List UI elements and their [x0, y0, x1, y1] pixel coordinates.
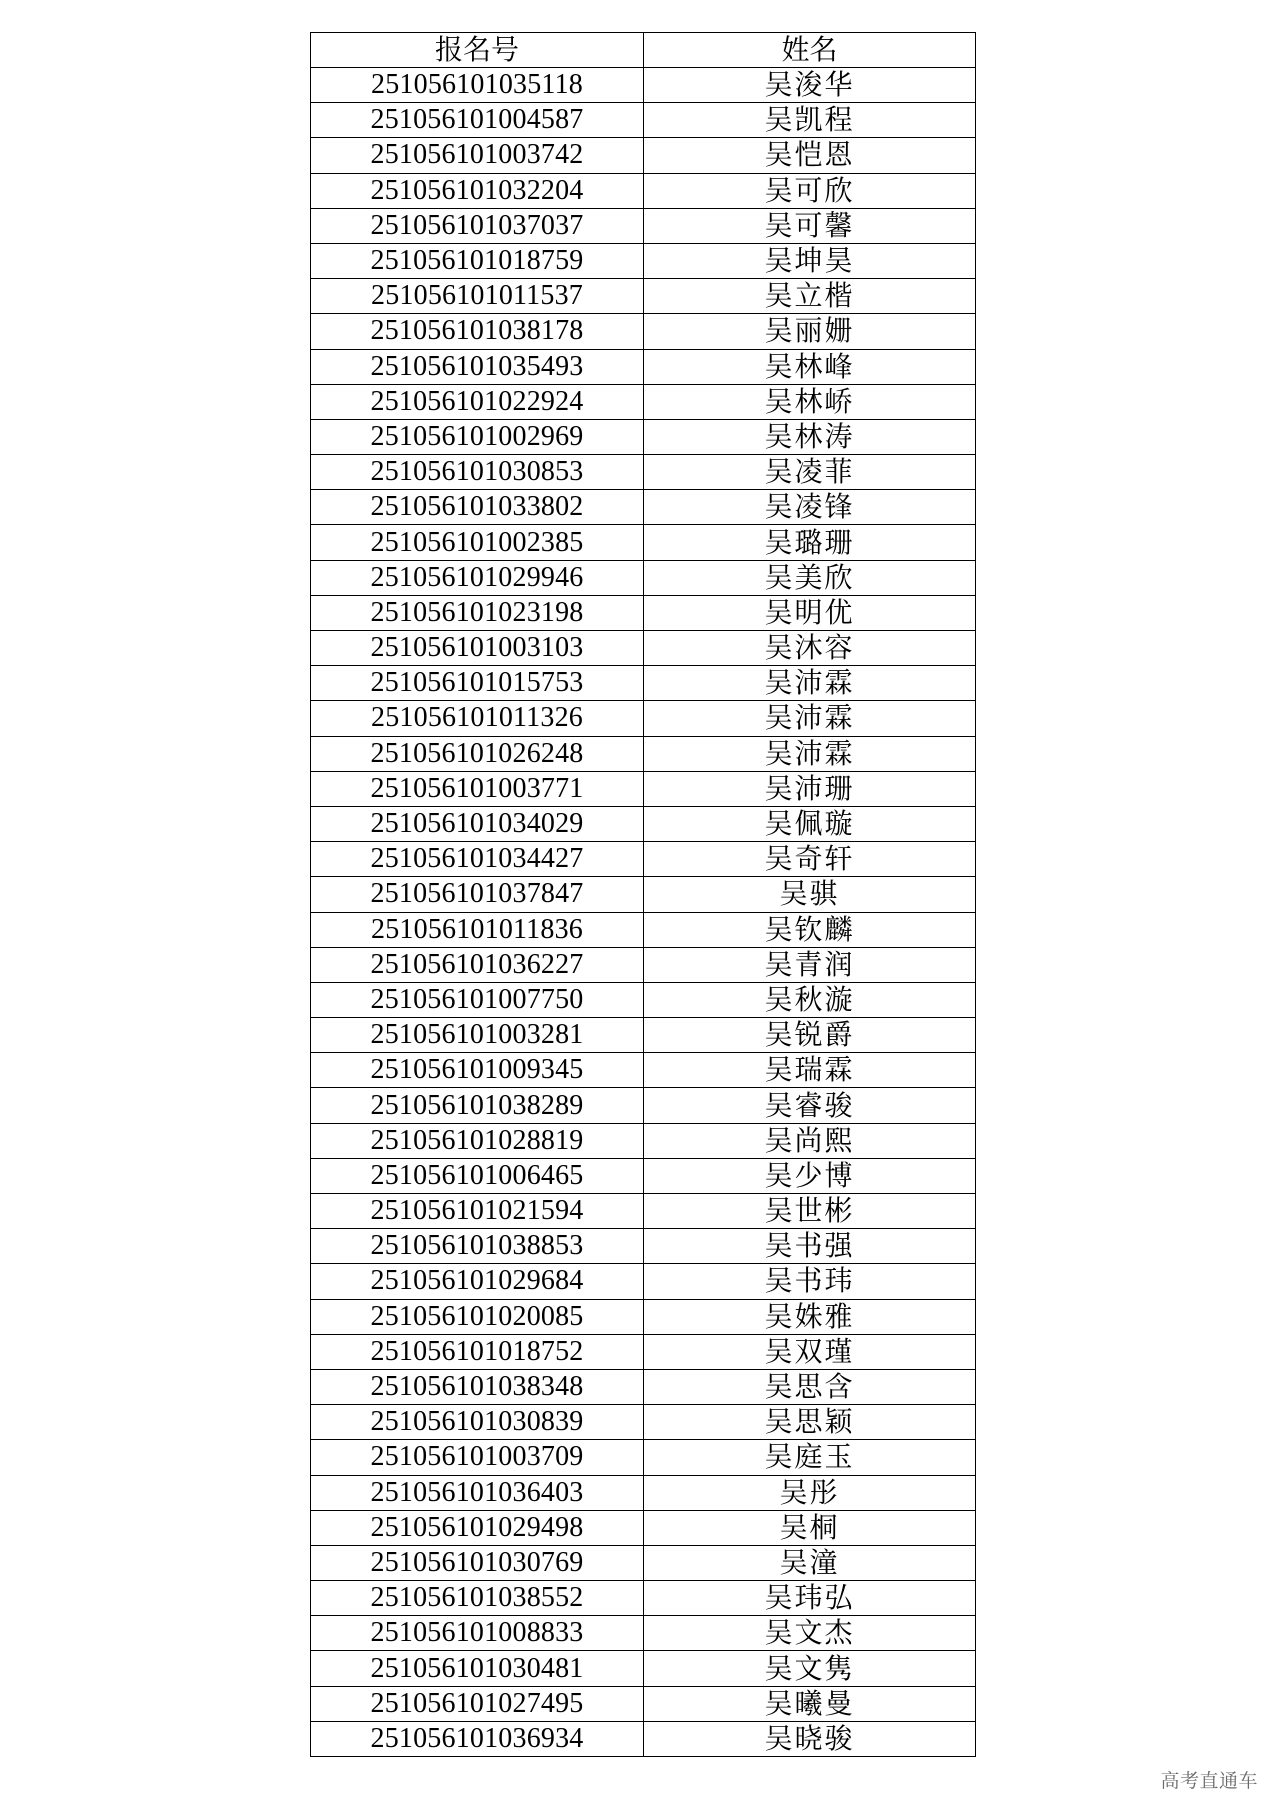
reg-id-cell: 251056101021594: [311, 1194, 644, 1229]
table-row: [311, 877, 976, 912]
name-cell: 吴佩璇: [644, 806, 976, 841]
name-cell: 吴秋漩: [644, 982, 976, 1017]
table-row: [311, 806, 976, 841]
table-row: [311, 1264, 976, 1299]
table-row: [311, 455, 976, 490]
reg-id-cell: 251056101028819: [311, 1123, 644, 1158]
table-row: [311, 1053, 976, 1088]
reg-id-cell: 251056101037037: [311, 208, 644, 243]
name-cell: 吴锐爵: [644, 1018, 976, 1053]
name-cell: 吴曦曼: [644, 1686, 976, 1721]
table-row: [311, 1299, 976, 1334]
name-cell: 吴文隽: [644, 1651, 976, 1686]
name-cell: 吴庭玉: [644, 1440, 976, 1475]
table-body: [311, 68, 976, 1757]
table-row: [311, 912, 976, 947]
name-cell: 吴林峰: [644, 349, 976, 384]
table-row: [311, 666, 976, 701]
name-cell: 吴沛珊: [644, 771, 976, 806]
name-cell: 吴奇轩: [644, 842, 976, 877]
header-reg-id: 报名号: [311, 33, 644, 68]
reg-id-cell: 251056101003281: [311, 1018, 644, 1053]
table-row: [311, 138, 976, 173]
name-cell: 吴书玮: [644, 1264, 976, 1299]
reg-id-cell: 251056101030853: [311, 455, 644, 490]
reg-id-cell: 251056101002385: [311, 525, 644, 560]
name-cell: 吴凌锋: [644, 490, 976, 525]
table-row: [311, 842, 976, 877]
name-cell: 吴姝雅: [644, 1299, 976, 1334]
reg-id-cell: 251056101035118: [311, 68, 644, 103]
table-header-row: [311, 33, 976, 68]
reg-id-cell: 251056101004587: [311, 103, 644, 138]
name-cell: 吴少博: [644, 1158, 976, 1193]
name-cell: 吴立楷: [644, 279, 976, 314]
table-row: [311, 1088, 976, 1123]
table-row: [311, 103, 976, 138]
name-cell: 吴浚华: [644, 68, 976, 103]
name-cell: 吴晓骏: [644, 1721, 976, 1756]
name-cell: 吴美欣: [644, 560, 976, 595]
table-row: [311, 1229, 976, 1264]
name-cell: 吴坤昊: [644, 243, 976, 278]
name-cell: 吴彤: [644, 1475, 976, 1510]
reg-id-cell: 251056101007750: [311, 982, 644, 1017]
name-cell: 吴骐: [644, 877, 976, 912]
reg-id-cell: 251056101029684: [311, 1264, 644, 1299]
name-cell: 吴文杰: [644, 1616, 976, 1651]
name-cell: 吴林峤: [644, 384, 976, 419]
reg-id-cell: 251056101003771: [311, 771, 644, 806]
table-row: [311, 1334, 976, 1369]
reg-id-cell: 251056101036403: [311, 1475, 644, 1510]
table-row: [311, 279, 976, 314]
reg-id-cell: 251056101018752: [311, 1334, 644, 1369]
reg-id-cell: 251056101022924: [311, 384, 644, 419]
name-cell: 吴思含: [644, 1369, 976, 1404]
reg-id-cell: 251056101015753: [311, 666, 644, 701]
table-row: [311, 173, 976, 208]
reg-id-cell: 251056101002969: [311, 419, 644, 454]
reg-id-cell: 251056101033802: [311, 490, 644, 525]
table-row: [311, 419, 976, 454]
reg-id-cell: 251056101011326: [311, 701, 644, 736]
reg-id-cell: 251056101023198: [311, 595, 644, 630]
table-row: [311, 1369, 976, 1404]
table-row: [311, 490, 976, 525]
table-row: [311, 947, 976, 982]
header-name: 姓名: [644, 33, 976, 68]
reg-id-cell: 251056101036227: [311, 947, 644, 982]
name-cell: 吴思颖: [644, 1405, 976, 1440]
reg-id-cell: 251056101038853: [311, 1229, 644, 1264]
table-row: [311, 1158, 976, 1193]
name-cell: 吴沐容: [644, 631, 976, 666]
name-cell: 吴璐珊: [644, 525, 976, 560]
name-cell: 吴可欣: [644, 173, 976, 208]
name-cell: 吴钦麟: [644, 912, 976, 947]
name-cell: 吴桐: [644, 1510, 976, 1545]
reg-id-cell: 251056101018759: [311, 243, 644, 278]
name-cell: 吴凌菲: [644, 455, 976, 490]
table-row: [311, 1616, 976, 1651]
name-cell: 吴丽姗: [644, 314, 976, 349]
table-row: [311, 1510, 976, 1545]
reg-id-cell: 251056101008833: [311, 1616, 644, 1651]
table-row: [311, 68, 976, 103]
reg-id-cell: 251056101036934: [311, 1721, 644, 1756]
watermark: 高考直通车: [1160, 1770, 1258, 1792]
reg-id-cell: 251056101032204: [311, 173, 644, 208]
reg-id-cell: 251056101037847: [311, 877, 644, 912]
table-row: [311, 982, 976, 1017]
name-cell: 吴瑞霖: [644, 1053, 976, 1088]
reg-id-cell: 251056101038348: [311, 1369, 644, 1404]
table-row: [311, 701, 976, 736]
reg-id-cell: 251056101038552: [311, 1581, 644, 1616]
reg-id-cell: 251056101029498: [311, 1510, 644, 1545]
reg-id-cell: 251056101003103: [311, 631, 644, 666]
name-cell: 吴沛霖: [644, 666, 976, 701]
name-cell: 吴林涛: [644, 419, 976, 454]
name-cell: 吴双瑾: [644, 1334, 976, 1369]
name-cell: 吴可馨: [644, 208, 976, 243]
reg-id-cell: 251056101030839: [311, 1405, 644, 1440]
reg-id-cell: 251056101027495: [311, 1686, 644, 1721]
table-row: [311, 1194, 976, 1229]
table-row: [311, 560, 976, 595]
name-cell: 吴书强: [644, 1229, 976, 1264]
table-row: [311, 1545, 976, 1580]
name-cell: 吴青润: [644, 947, 976, 982]
name-cell: 吴恺恩: [644, 138, 976, 173]
name-cell: 吴玮弘: [644, 1581, 976, 1616]
reg-id-cell: 251056101029946: [311, 560, 644, 595]
roster-table: [310, 32, 976, 1757]
name-cell: 吴沛霖: [644, 736, 976, 771]
table-row: [311, 1405, 976, 1440]
name-cell: 吴潼: [644, 1545, 976, 1580]
name-cell: 吴沛霖: [644, 701, 976, 736]
reg-id-cell: 251056101038178: [311, 314, 644, 349]
reg-id-cell: 251056101034427: [311, 842, 644, 877]
table-row: [311, 631, 976, 666]
table-row: [311, 314, 976, 349]
reg-id-cell: 251056101020085: [311, 1299, 644, 1334]
table-row: [311, 1440, 976, 1475]
name-cell: 吴凯程: [644, 103, 976, 138]
name-cell: 吴世彬: [644, 1194, 976, 1229]
reg-id-cell: 251056101035493: [311, 349, 644, 384]
reg-id-cell: 251056101026248: [311, 736, 644, 771]
reg-id-cell: 251056101011836: [311, 912, 644, 947]
table-row: [311, 1475, 976, 1510]
reg-id-cell: 251056101030769: [311, 1545, 644, 1580]
table-row: [311, 595, 976, 630]
table-row: [311, 525, 976, 560]
table-row: [311, 208, 976, 243]
reg-id-cell: 251056101003709: [311, 1440, 644, 1475]
reg-id-cell: 251056101003742: [311, 138, 644, 173]
reg-id-cell: 251056101038289: [311, 1088, 644, 1123]
table-row: [311, 243, 976, 278]
table-row: [311, 771, 976, 806]
reg-id-cell: 251056101011537: [311, 279, 644, 314]
reg-id-cell: 251056101030481: [311, 1651, 644, 1686]
reg-id-cell: 251056101034029: [311, 806, 644, 841]
table-row: [311, 1721, 976, 1756]
table-row: [311, 384, 976, 419]
table-row: [311, 1651, 976, 1686]
name-cell: 吴睿骏: [644, 1088, 976, 1123]
table-row: [311, 736, 976, 771]
reg-id-cell: 251056101009345: [311, 1053, 644, 1088]
table-row: [311, 1581, 976, 1616]
name-cell: 吴明优: [644, 595, 976, 630]
table-row: [311, 1123, 976, 1158]
table-row: [311, 1018, 976, 1053]
reg-id-cell: 251056101006465: [311, 1158, 644, 1193]
name-cell: 吴尚熙: [644, 1123, 976, 1158]
table-row: [311, 349, 976, 384]
table-row: [311, 1686, 976, 1721]
